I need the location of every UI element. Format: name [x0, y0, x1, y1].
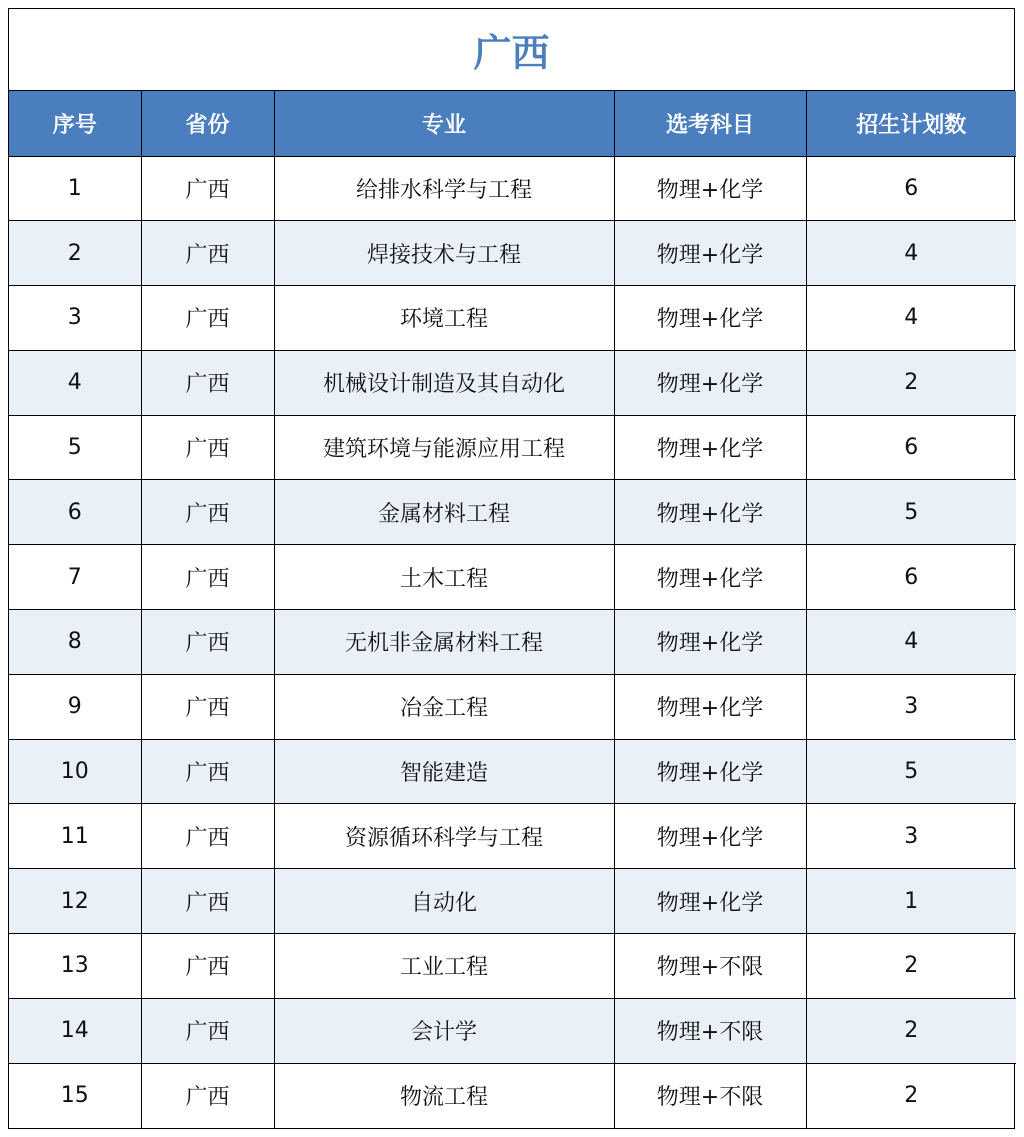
cell-province: 广西	[141, 739, 274, 804]
cell-province: 广西	[141, 350, 274, 415]
cell-major: 给排水科学与工程	[274, 156, 614, 221]
cell-major: 智能建造	[274, 739, 614, 804]
cell-province: 广西	[141, 1063, 274, 1128]
table-row	[9, 480, 1016, 545]
cell-province: 广西	[141, 545, 274, 610]
table-row	[9, 156, 1016, 221]
cell-province: 广西	[141, 286, 274, 351]
cell-index: 10	[9, 739, 141, 804]
cell-subjects: 物理+化学	[614, 739, 806, 804]
table-row	[9, 221, 1016, 286]
table-row	[9, 415, 1016, 480]
cell-major: 物流工程	[274, 1063, 614, 1128]
table-row	[9, 545, 1016, 610]
cell-index: 3	[9, 286, 141, 351]
cell-subjects: 物理+化学	[614, 545, 806, 610]
cell-index: 5	[9, 415, 141, 480]
table-header-row	[9, 91, 1016, 156]
cell-subjects: 物理+化学	[614, 156, 806, 221]
cell-major: 资源循环科学与工程	[274, 804, 614, 869]
cell-major: 工业工程	[274, 934, 614, 999]
cell-major: 金属材料工程	[274, 480, 614, 545]
cell-plan-count: 3	[806, 674, 1016, 739]
table-row	[9, 869, 1016, 934]
cell-province: 广西	[141, 480, 274, 545]
cell-index: 4	[9, 350, 141, 415]
table-row	[9, 804, 1016, 869]
table-row	[9, 350, 1016, 415]
cell-subjects: 物理+化学	[614, 221, 806, 286]
cell-subjects: 物理+不限	[614, 998, 806, 1063]
table-row	[9, 998, 1016, 1063]
cell-plan-count: 6	[806, 415, 1016, 480]
table-row	[9, 610, 1016, 675]
table-title: 广西	[9, 9, 1014, 91]
cell-major: 土木工程	[274, 545, 614, 610]
cell-index: 12	[9, 869, 141, 934]
cell-province: 广西	[141, 869, 274, 934]
cell-index: 7	[9, 545, 141, 610]
cell-index: 14	[9, 998, 141, 1063]
cell-major: 建筑环境与能源应用工程	[274, 415, 614, 480]
cell-province: 广西	[141, 934, 274, 999]
cell-province: 广西	[141, 998, 274, 1063]
cell-index: 13	[9, 934, 141, 999]
cell-index: 11	[9, 804, 141, 869]
cell-province: 广西	[141, 610, 274, 675]
column-header-subjects: 选考科目	[614, 91, 806, 156]
cell-plan-count: 6	[806, 156, 1016, 221]
cell-major: 自动化	[274, 869, 614, 934]
cell-subjects: 物理+不限	[614, 1063, 806, 1128]
cell-major: 环境工程	[274, 286, 614, 351]
cell-province: 广西	[141, 415, 274, 480]
cell-plan-count: 5	[806, 739, 1016, 804]
cell-subjects: 物理+化学	[614, 610, 806, 675]
cell-plan-count: 4	[806, 610, 1016, 675]
cell-plan-count: 4	[806, 286, 1016, 351]
cell-subjects: 物理+化学	[614, 674, 806, 739]
table-row	[9, 934, 1016, 999]
cell-plan-count: 6	[806, 545, 1016, 610]
cell-province: 广西	[141, 221, 274, 286]
cell-plan-count: 4	[806, 221, 1016, 286]
table-body	[9, 156, 1016, 1128]
cell-major: 机械设计制造及其自动化	[274, 350, 614, 415]
cell-province: 广西	[141, 156, 274, 221]
cell-plan-count: 3	[806, 804, 1016, 869]
cell-plan-count: 1	[806, 869, 1016, 934]
cell-plan-count: 2	[806, 1063, 1016, 1128]
column-header-index: 序号	[9, 91, 141, 156]
table-row	[9, 674, 1016, 739]
cell-subjects: 物理+化学	[614, 480, 806, 545]
table-row	[9, 286, 1016, 351]
cell-subjects: 物理+化学	[614, 804, 806, 869]
table-row	[9, 739, 1016, 804]
cell-index: 9	[9, 674, 141, 739]
table-row	[9, 1063, 1016, 1128]
cell-major: 冶金工程	[274, 674, 614, 739]
cell-subjects: 物理+化学	[614, 350, 806, 415]
cell-index: 8	[9, 610, 141, 675]
cell-major: 焊接技术与工程	[274, 221, 614, 286]
admission-plan-table	[9, 91, 1016, 1128]
cell-index: 6	[9, 480, 141, 545]
cell-plan-count: 2	[806, 998, 1016, 1063]
cell-province: 广西	[141, 674, 274, 739]
column-header-province: 省份	[141, 91, 274, 156]
column-header-major: 专业	[274, 91, 614, 156]
admission-plan-table-frame	[8, 8, 1015, 1129]
cell-subjects: 物理+不限	[614, 934, 806, 999]
cell-index: 15	[9, 1063, 141, 1128]
cell-plan-count: 2	[806, 934, 1016, 999]
cell-plan-count: 5	[806, 480, 1016, 545]
cell-plan-count: 2	[806, 350, 1016, 415]
cell-subjects: 物理+化学	[614, 286, 806, 351]
cell-index: 2	[9, 221, 141, 286]
cell-major: 无机非金属材料工程	[274, 610, 614, 675]
cell-province: 广西	[141, 804, 274, 869]
cell-subjects: 物理+化学	[614, 415, 806, 480]
cell-index: 1	[9, 156, 141, 221]
cell-subjects: 物理+化学	[614, 869, 806, 934]
cell-major: 会计学	[274, 998, 614, 1063]
column-header-plan-count: 招生计划数	[806, 91, 1016, 156]
